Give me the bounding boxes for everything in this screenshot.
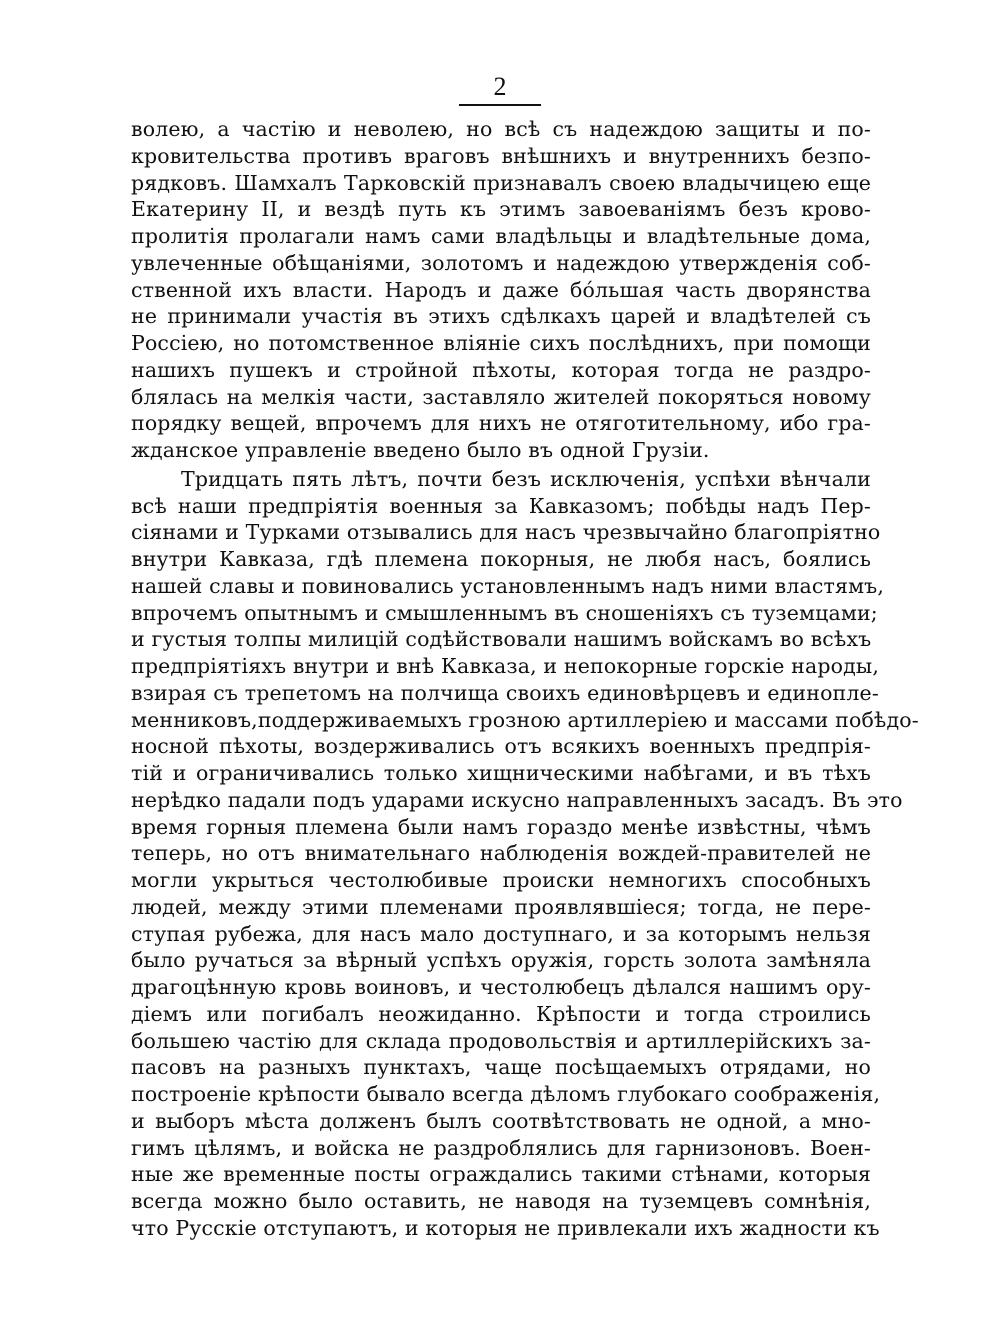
text-line: порядку вещей, впрочемъ для нихъ не отяготительному, ибо гра- bbox=[131, 411, 871, 436]
text-line: большею частію для склада продовольствія и артиллерійскихъ за- bbox=[131, 1028, 871, 1053]
text-line: Екатерину II, и вездѣ путь къ этимъ завоеваніямъ безъ крово- bbox=[131, 197, 871, 222]
text-line: внутри Кавказа, гдѣ племена покорныя, не любя насъ, боялись bbox=[131, 547, 871, 571]
text-line: и выборъ мѣста долженъ былъ соотвѣтствовать не одной, а мно- bbox=[131, 1108, 871, 1133]
text-line: носной пѣхоты, воздерживались отъ всякихъ военныхъ предпрія- bbox=[131, 734, 871, 759]
text-line: жданское управленіе введено было въ одной Грузіи. bbox=[131, 438, 710, 462]
text-line: всегда можно было оставить, не наводя на туземцевъ сомнѣнія, bbox=[131, 1189, 871, 1213]
text-line: ственной ихъ власти. Народъ и даже бо́льшая часть дворянства bbox=[131, 277, 871, 302]
text-line: нерѣдко падали подъ ударами искусно направленныхъ засадъ. Въ это bbox=[131, 787, 903, 812]
paragraph-2 bbox=[131, 466, 919, 1242]
text-line: предпріятіяхъ внутри и внѣ Кавказа, и непокорные горскіе народы, bbox=[131, 654, 880, 678]
header-rule bbox=[459, 104, 541, 106]
text-line: увлеченные обѣщаніями, золотомъ и надеждою утвержденія соб- bbox=[131, 250, 871, 275]
text-line: что Русскіе отступаютъ, и которыя не привлекали ихъ жадности къ bbox=[131, 1215, 880, 1240]
text-line: менниковъ,поддерживаемыхъ грозною артиллеріею и массами побѣдо- bbox=[131, 707, 919, 732]
text-line: могли укрыться честолюбивые происки немногихъ способныхъ bbox=[131, 868, 871, 892]
text-line: людей, между этими племенами проявлявшіеся; тогда, не пере- bbox=[131, 894, 871, 919]
page-number: 2 bbox=[493, 72, 507, 101]
text-line: время горныя племена были намъ гораздо менѣе извѣстны, чѣмъ bbox=[131, 814, 871, 839]
text-line: рядковъ. Шамхалъ Тарковскій признавалъ своею владычицею еще bbox=[131, 170, 871, 195]
text-line: сіянами и Турками отзывались для насъ чрезвычайно благопріятно bbox=[131, 520, 881, 545]
text-line: Россіею, но потомственное вліяніе сихъ послѣднихъ, при помощи bbox=[131, 331, 871, 355]
text-line: драгоцѣнную кровь воиновъ, и честолюбецъ дѣлался нашимъ ору- bbox=[131, 975, 871, 999]
text-line: построеніе крѣпости бывало всегда дѣломъ глубокаго соображенія, bbox=[131, 1082, 881, 1106]
text-line: кровительства противъ враговъ внѣшнихъ и внутреннихъ безпо- bbox=[131, 143, 871, 168]
text-line: взирая съ трепетомъ на полчища своихъ единовѣрцевъ и единопле- bbox=[131, 680, 879, 705]
text-line: не принимали участія въ этихъ сдѣлкахъ царей и владѣтелей съ bbox=[131, 304, 871, 329]
text-line: ступая рубежа, для насъ мало доступнаго, и за которымъ нельзя bbox=[131, 921, 871, 946]
text-line: Тридцать пять лѣтъ, почти безъ исключенія, успѣхи вѣнчали bbox=[181, 466, 871, 491]
text-line: было ручаться за вѣрный успѣхъ оружія, горсть золота замѣняла bbox=[131, 948, 871, 973]
text-line: діемъ или погибалъ неожиданно. Крѣпости и тогда строились bbox=[131, 1001, 871, 1026]
text-line: нашихъ пушекъ и стройной пѣхоты, которая тогда не раздро- bbox=[131, 357, 871, 382]
text-line: пролитія пролагали намъ сами владѣльцы и владѣтельные дома, bbox=[131, 224, 871, 248]
text-line: пасовъ на разныхъ пунктахъ, чаще посѣщаемыхъ отрядами, но bbox=[131, 1055, 871, 1080]
text-line: гимъ цѣлямъ, и войска не раздроблялись для гарнизоновъ. Воен- bbox=[131, 1135, 871, 1160]
text-line: волею, а частію и неволею, но всѣ съ надеждою защиты и по- bbox=[131, 117, 871, 141]
paragraph-1 bbox=[131, 116, 871, 464]
text-line: и густыя толпы милицій содѣйствовали нашимъ войскамъ во всѣхъ bbox=[131, 627, 872, 652]
text-line: впрочемъ опытнымъ и смышленнымъ въ сношеніяхъ съ туземцами; bbox=[131, 600, 878, 625]
text-line: всѣ наши предпріятія военныя за Кавказомъ; побѣды надъ Пер- bbox=[131, 493, 871, 518]
text-line: теперь, но отъ внимательнаго наблюденія вождей-правителей не bbox=[131, 841, 871, 866]
text-line: ные же временные посты ограждались такими стѣнами, которыя bbox=[131, 1162, 871, 1187]
text-line: тій и ограничивались только хищническими набѣгами, и въ тѣхъ bbox=[131, 761, 871, 785]
text-line: блялась на мелкія части, заставляло жителей покоряться новому bbox=[131, 384, 871, 409]
text-line: нашей славы и повиновались установленнымъ надъ ними властямъ, bbox=[131, 573, 885, 598]
page-body bbox=[131, 116, 919, 1242]
